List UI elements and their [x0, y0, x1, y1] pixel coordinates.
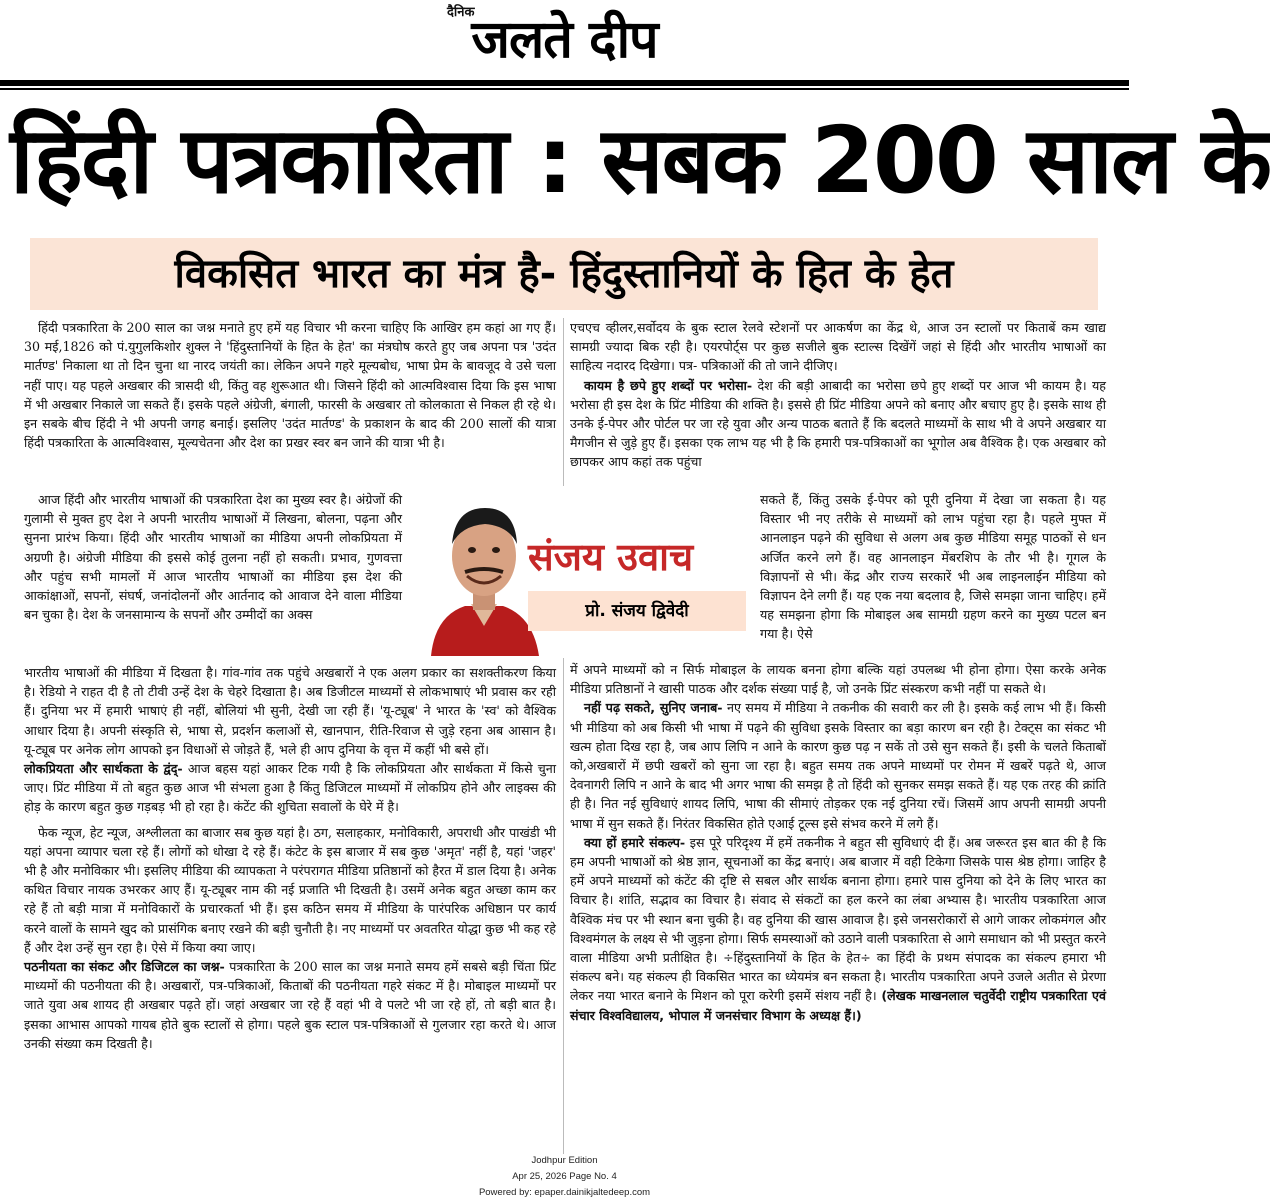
footer-edition: Jodhpur Edition — [531, 1155, 598, 1166]
paragraph-readability-text: पत्रकारिता के 200 साल का जश्न मनाते समय हमें सबसे बड़ी चिंता प्रिंट माध्यमों की पठनीयता की है। अखबारों, पत्र-पत्रिकाओं, किताबों की पठनीयता गहरे संकट में है। मोबाइल माध्यमों पर जाते युवा अब शायद ही अखबार पढ़ते हों। जहां अखबार जा रहे हैं वहां भी वे पलटे भी जा रहे हों, तो बड़ी बात है। इसका आभास आपको गायब होते बुक स्टालों से होगा। पहले बुक स्टाल पत्र-पत्रिकाओं से गुलजार रहा करते थे। आज उनकी संख्या कम दिखती है। — [24, 959, 556, 1051]
paragraph-trust-cont: सकते हैं, किंतु उसके ई-पेपर को पूरी दुनिया में देखा जा सकता है। यह विस्तार भी नए तरीके से माध्यमों को लाभ पहुंचा रहा है। पहले मुफ्त में आनलाइन पढ़ने की सुविधा से अलग अब कुछ मीडिया समूह पाठकों से धन अर्जित करने लगे हैं। वह आनलाइन मेंबरशिप के तौर भी है। गूगल के विज्ञापनों से भी। केंद्र और राज्य सरकारें भी अब लाइनलाईन मीडिया को विज्ञापन देने लगी हैं। यह एक नया बदलाव है, जिसे समझा जाना चाहिए। हमें यह समझना होगा कि मोबाइल अब सामग्री ग्रहण करने का मुख्य पटल बन गया है। ऐसे — [760, 492, 1106, 642]
article-column-right-top — [570, 318, 1106, 472]
paragraph-popularity-text: आज बहस यहां आकर टिक गयी है कि लोकप्रियता और सार्थकता में किसे चुना जाए। प्रिंट मीडिया में तो बहुत कुछ आज भी संभला हुआ है किंतु डिजिटल माध्यमों में लोकप्रिय होने और लाइक्स की होड़ के कारण बहुत कुछ गड़बड़ भी हो रहा है। कंटेंट की शुचिता सवालों के घेरे में है। — [24, 761, 556, 815]
subhead-popularity: लोकप्रियता और सार्थकता के द्वंद्- — [24, 761, 183, 777]
paragraph-bookstalls: एचएच व्हीलर,सर्वोदय के बुक स्टाल रेलवे स्टेशनों पर आकर्षण का केंद्र थे, आज उन स्टालों पर किताबें कम खाद्य सामग्री ज्यादा बिक रही है। एयरपोर्ट्स पर कुछ सजीले बुक स्टाल्स दिखेंगें जहां से हिंदी और भारतीय भाषाओं का साहित्य नदारद दिखेगा। पत्र- पत्रिकाओं की तो जाने दीजिए। — [570, 320, 1106, 374]
article-column-left-top — [24, 318, 556, 452]
masthead — [0, 0, 1129, 80]
paragraph-resolve — [570, 833, 1106, 1025]
paragraph-resolve-text: इस पूरे परिदृश्य में हमें तकनीक ने बहुत सी सुविधाएं दी हैं। अब जरूरत इस बात की है कि हम अपनी भाषाओं को श्रेष्ठ ज्ञान, सूचनाओं का केंद्र बनाएं। अब बाजार में वही टिकेगा जिसके पास श्रेष्ठ होगा। जाहिर है हमें अपने माध्यमों को कंटेंट की दृष्टि से सबल और सार्थक बनाना होगा। हमारे पास दुनिया को देने के लिए भारत का विचार है। शांति, सद्भाव का विचार है। संवाद से संकटों का हल करने का लंबा अभ्यास है। भारतीय पत्रकारिता आज वैश्विक मंच पर भी स्थान बना चुकी है। वह दुनिया की खास आवाज है। इसे जनसरोकारों से आगे जाकर लोकमंगल और विश्वमंगल के लक्ष्य से भी जुड़ना होगा। सिर्फ समस्याओं को उठाने वाली पत्रकारिता से आगे समाधान को भी प्रस्तुत करने वाला मीडिया अभी प्रतीक्षित है। ÷हिंदुस्तानियों के हित के हेत÷ का हिंदी के प्रथम संपादक का संकल्प हमारा भी संकल्प बने। यह संकल्प ही विकसित भारत का ध्येयमंत्र बन सकता है। भारतीय पत्रकारिता अपने उजले अतीत से प्रेरणा लेकर नया भारत बनाने के मिशन को पूरा करेगी इसमें संशय नहीं है। — [570, 834, 1106, 1004]
masthead-title: जलते दीप — [471, 10, 658, 70]
column-title: संजय उवाच — [528, 535, 694, 579]
article-column-right-bottom — [570, 660, 1106, 1025]
paragraph-intro: हिंदी पत्रकारिता के 200 साल का जश्न मनाते हुए हमें यह विचार भी करना चाहिए कि आखिर हम कहां आ गए हैं। 30 मई,1826 को पं.युगुलकिशोर शुक्ल ने 'हिंदुस्तानियों के हित के हेत' का मंत्रघोष करते हुए जब अपना पत्र 'उदंत मार्तण्ड' निकाला था तो दिन चुना था नारद जयंती का। लेकिन अपने गहरे मूल्यबोध, भाषा प्रेम के बावजूद वे उसे चला नहीं पाए। यह पहले अखबार की त्रासदी थी, किंतु वह शुरूआत थी। जिसने हिंदी को आत्मविश्वास दिया कि इस भाषा में भी अखबार निकाले जा सकते हैं। इसके पहले अंग्रेजी, बंगाली, फारसी के अखबार तो कोलकाता से निकल ही रहे थे। इन सबके बीच हिंदी ने भी अपनी जगह बनाई। इसलिए 'उदंत मार्तण्ड' के प्रकाशन के बाद की 200 सालों की यात्रा हिंदी पत्रकारिता के आत्मविश्वास, मूल्यचेतना और देश का प्रखर स्वर बन जाने की यात्रा भी है। — [24, 320, 556, 451]
masthead-tagline: दैनिक — [447, 5, 475, 20]
footer-powered-by: Powered by: epaper.dainikjaltedeep.com — [478, 1187, 651, 1198]
paragraph-trust-text: देश की बड़ी आबादी का भरोसा छपे हुए शब्दों पर आज भी कायम है। यह भरोसा ही इस देश के प्रिंट मीडिया की शक्ति है। इससे ही प्रिंट मीडिया अपने को बनाए और बचाए हुए है। इसके साथ ही उनके ई-पेपर और पोर्टल पर जा रहे युवा और अन्य पाठक बताते हैं कि बदलते माध्यमों के साथ भी वे अपने अखबार या मैगजीन से जुड़े हुए हैं। इसका एक लाभ यह भी है कि हमारी पत्र-पत्रिकाओं का भूगोल अब वैश्विक है। एक अखबार को छापकर आप कहां तक पहुंचा — [570, 377, 1106, 470]
column-author: प्रो. संजय द्विवेदी — [585, 601, 689, 621]
subhead-resolve: क्या हों हमारे संकल्प- — [584, 834, 686, 850]
paragraph-languages-cont: भारतीय भाषाओं की मीडिया में दिखता है। गांव-गांव तक पहुंचे अखबारों ने एक अलग प्रकार का सशक्तीकरण किया है। रेडियो ने राहत दी है तो टीवी उन्हें देश के चेहरे दिखाता है। अब डिजीटल माध्यमों से लोकभाषाएं भी प्रवास कर रही हैं। दुनिया भर में हमारी भाषाएं ही नहीं, बोलियां भी सुनी, देखी जा रही हैं। 'यू-ट्यूब' ने भारत के 'स्व' को वैश्विक आधार दिया है। अपनी संस्कृति से, भाषा से, प्रदर्शन कलाओं से, खानपान, रीति-रिवाज से जुड़े रहना अब आसान है। यू-ट्यूब पर अनेक लोग आपको इन विधाओं से जोड़ते हैं, भले ही आप दुनिया के वृत्त में कहीं भी बसे हों। — [24, 665, 556, 757]
paragraph-listen — [570, 698, 1106, 832]
subhead-trust: कायम है छपे हुए शब्दों पर भरोसा- — [584, 377, 753, 393]
subheadline: विकसित भारत का मंत्र है- हिंदुस्तानियों के हित के हेत — [174, 251, 954, 297]
paragraph-readability — [24, 957, 556, 1053]
paragraph-languages: आज हिंदी और भारतीय भाषाओं की पत्रकारिता देश का मुख्य स्वर है। अंग्रेजों की गुलामी से मुक्त हुए देश ने अपनी भारतीय भाषाओं में लिखना, बोलना, पढ़ना और सुनना प्रारंभ किया। हिंदी और भारतीय भाषाओं का मीडिया अपनी लोकप्रियता में अग्रणी है। अंग्रेजी मीडिया की इससे कोई तुलना नहीं हो सकती। प्रभाव, गुणवत्ता और पहुंच सभी मामलों में आज भारतीय भाषाओं का मीडिया इस देश की आकांक्षाओं, सपनों, संघर्ष, जनांदोलनों और आर्तनाद को आवाज देने वाला मीडिया बन चुका है। देश के जनसामान्य के सपनों और उम्मीदों का अक्स — [24, 492, 402, 623]
subhead-readability: पठनीयता का संकट और डिजिटल का जश्न- — [24, 959, 225, 975]
paragraph-listen-text: नए समय में मीडिया ने तकनीक की सवारी कर ली है। इसके कई लाभ भी हैं। किसी भी मीडिया को अब किसी भी भाषा में पढ़ने की सुविधा इसके विस्तार का बड़ा कारण बन रही है। टेक्ट्स का संकट भी खत्म होता दिख रहा है, जब आप लिपि न आने के कारण कुछ पढ़ न सकें तो उसे सुन सकते हैं। इसी के चलते किताबों को,अखबारों में छपी खबरों को सुना जा रहा है। बहुत समय तक अपने माध्यमों पर रोमन में खबरें पढ़ते थे, आज देवनागरी लिपि न आने के बाद भी अगर भाषा की समझ है तो हिंदी को सुनकर समझ सकते हैं। यह एक तरह की क्रांति ही है। नित नई सुविधाएं शायद लिपि, भाषा की सीमाएं तोड़कर एक नई दुनिया रचें। जिसमें आप अपनी सामग्री अपनी भाषा में सुन सकते हैं। निरंतर विकसित होते एआई टूल्स इसे संभव करने में लगे हैं। — [570, 700, 1106, 831]
paragraph-trust — [570, 376, 1106, 472]
article-column-left-bottom — [24, 663, 556, 1053]
column-divider — [563, 318, 564, 1154]
paragraph-popularity — [24, 759, 556, 817]
subhead-listen: नहीं पढ़ सकते, सुनिए जनाब- — [584, 700, 723, 716]
author-photo — [425, 486, 543, 656]
paragraph-trust-end: में अपने माध्यमों को न सिर्फ मोबाइल के लायक बनना होगा बल्कि यहां उपलब्ध भी होना होगा। ऐसा करके अनेक मीडिया प्रतिष्ठानों ने खासी पाठक और दर्शक संख्या पाई है, जो उनके प्रिंट संस्करण कभी नहीं पा सकते थे। — [570, 662, 1106, 697]
author-credit: (लेखक माखनलाल चतुर्वेदी राष्ट्रीय पत्रकारिता एवं संचार विश्वविद्यालय, भोपाल में जनसंचार विभाग के अध्यक्ष हैं।) — [570, 988, 1106, 1023]
article-column-left-wrap — [24, 490, 402, 624]
top-rule-thin — [0, 88, 1129, 90]
footer-date-page: Apr 25, 2026 Page No. 4 — [512, 1171, 617, 1182]
headline: हिंदी पत्रकारिता : सबक 200 साल के — [10, 107, 1270, 214]
top-rule — [0, 80, 1129, 86]
paragraph-fake-news: फेक न्यूज, हेट न्यूज, अश्लीलता का बाजार सब कुछ यहां है। ठग, सलाहकार, मनोविकारी, अपराधी और पाखंडी भी यहां अपना व्यापार चला रहे हैं। लोगों को धोखा दे रहे हैं। कंटेट के इस बाजार में सब कुछ 'अमृत' नहीं है, यहां 'जहर' भी है और मनोविकार भी। इसलिए मीडिया की व्यापकता ने परंपरागत मीडिया प्रतिष्ठानों को हैरत में डाल दिया है। अनेक कथित विचार नायक उभरकर आए हैं। यू-ट्यूबर नाम की नई प्रजाति भी दिखती है। उसमें अनेक बहुत अच्छा काम कर रहे हैं तो बड़ी मात्रा में मनोविकारों के प्रचारकर्ता भी हैं। इस कठिन समय में मीडिया के पारंपरिक अधिष्ठान पर कार्य करने वालों के सामने खुद को प्रासंगिक बनाए रखने की बड़ी चुनौती है। नए माध्यमों पर अवतरित योद्धा कुछ भी कह रहे हैं और देश उन्हें सुन रहा है। ऐसे में किया क्या जाए। — [24, 824, 556, 955]
article-column-right-wrap — [760, 490, 1106, 644]
